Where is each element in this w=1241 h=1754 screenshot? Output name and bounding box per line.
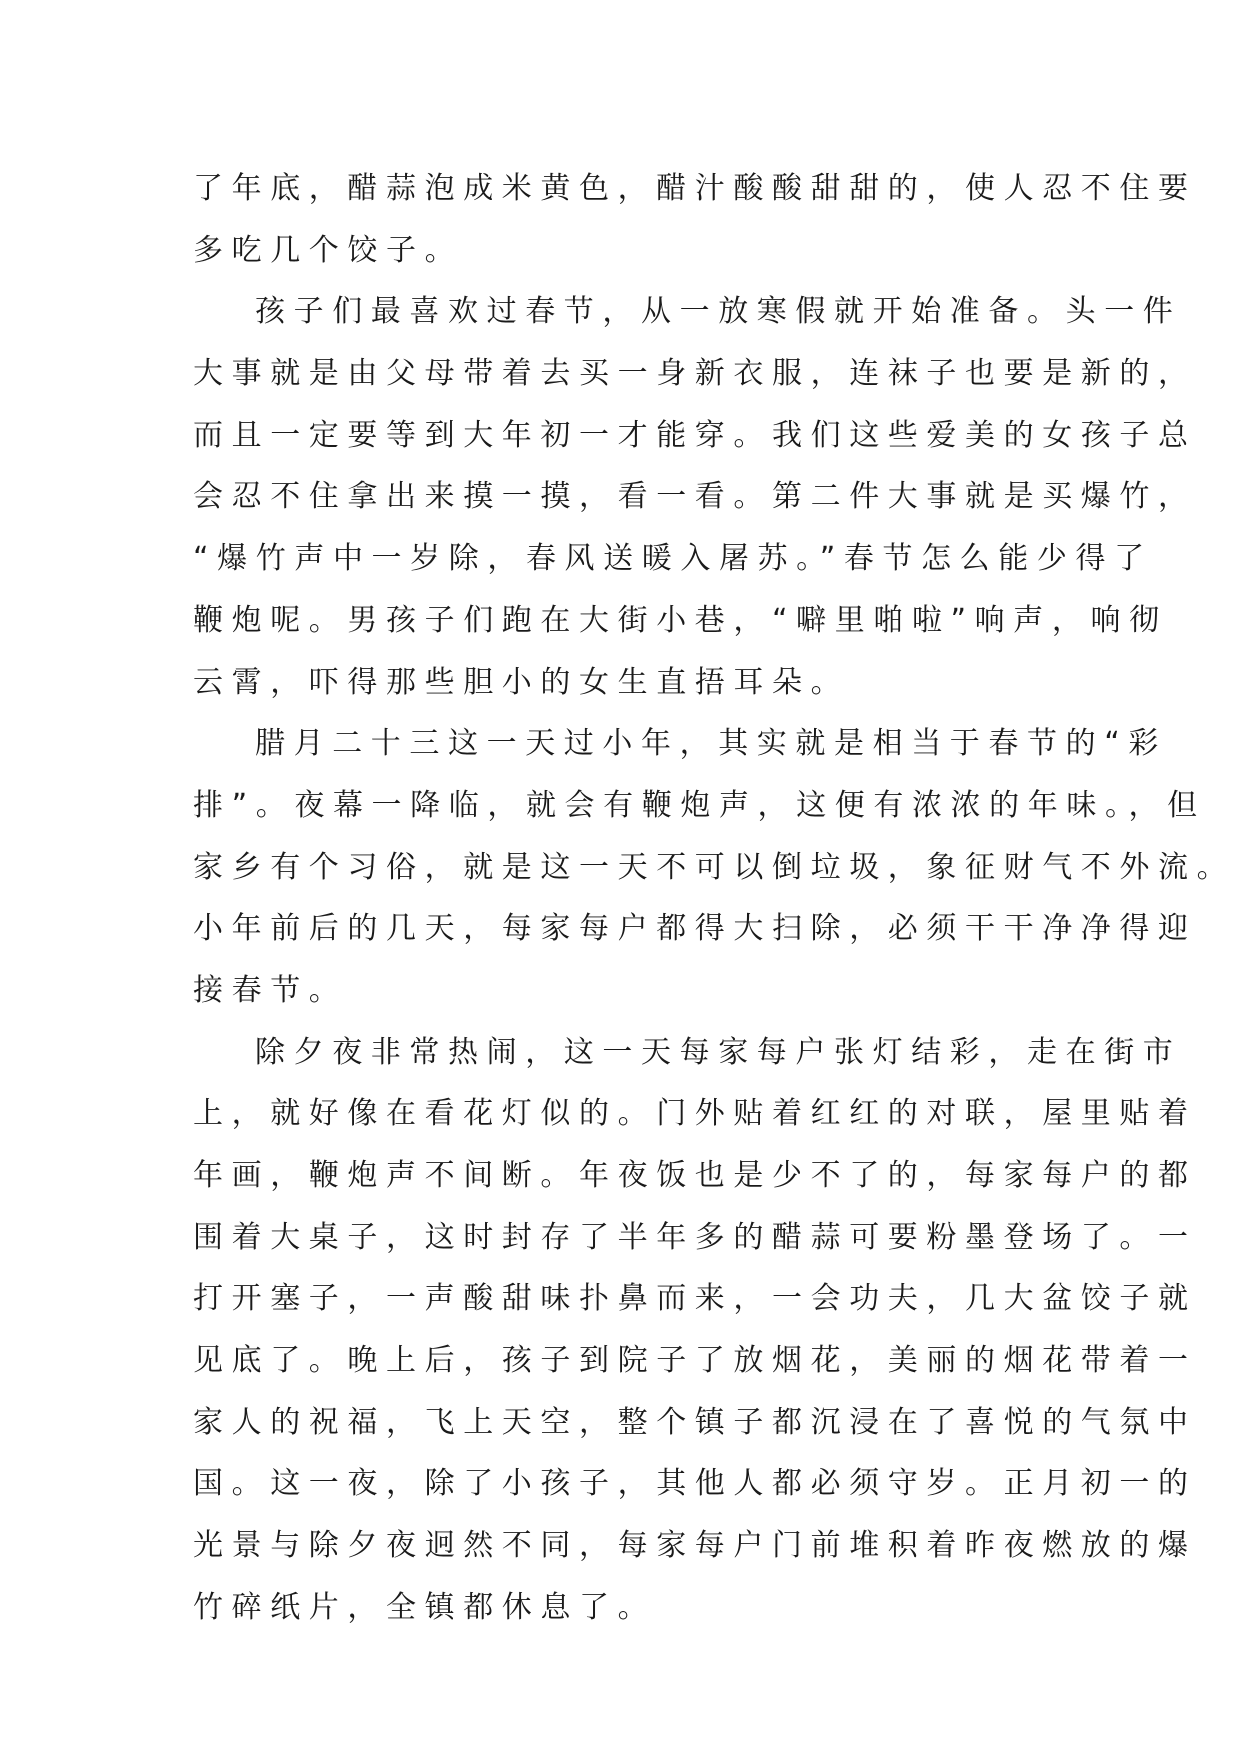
text-line: 鞭炮呢。男孩子们跑在大街小巷，“噼里啪啦”响声，响彻 [193, 602, 1168, 638]
text-line: “爆竹声中一岁除，春风送暖入屠苏。”春节怎么能少得了 [193, 541, 1153, 577]
text-line: 排”。夜幕一降临，就会有鞭炮声，这便有浓浓的年味。，但 [193, 787, 1206, 823]
text-line: 家人的祝福，飞上天空，整个镇子都沉浸在了喜悦的气氛中 [193, 1404, 1197, 1440]
text-line: 围着大桌子，这时封存了半年多的醋蒜可要粉墨登场了。一 [193, 1219, 1197, 1255]
text-line: 多吃几个饺子。 [193, 232, 464, 268]
text-line: 小年前后的几天，每家每户都得大扫除，必须干干净净得迎 [193, 911, 1197, 947]
text-line: 打开塞子，一声酸甜味扑鼻而来，一会功夫，几大盆饺子就 [193, 1281, 1197, 1317]
text-line: 而且一定要等到大年初一才能穿。我们这些爱美的女孩子总 [193, 417, 1197, 453]
text-line: 光景与除夕夜迥然不同，每家每户门前堆积着昨夜燃放的爆 [193, 1528, 1197, 1564]
text-line: 竹碎纸片，全镇都休息了。 [193, 1589, 657, 1625]
paragraph-start-line: 除夕夜非常热闹，这一天每家每户张灯结彩，走在街市 [255, 1034, 1182, 1070]
essay-body [193, 158, 1236, 1639]
text-line: 了年底，醋蒜泡成米黄色，醋汁酸酸甜甜的，使人忍不住要 [193, 171, 1197, 206]
text-line: 接春节。 [193, 972, 348, 1008]
paragraph-start-line: 孩子们最喜欢过春节，从一放寒假就开始准备。头一件 [255, 294, 1182, 330]
text-line: 家乡有个习俗，就是这一天不可以倒垃圾，象征财气不外流。 [193, 849, 1236, 885]
text-line: 云霄，吓得那些胆小的女生直捂耳朵。 [193, 664, 850, 700]
text-line: 年画，鞭炮声不间断。年夜饭也是少不了的，每家每户的都 [193, 1158, 1197, 1193]
text-line: 大事就是由父母带着去买一身新衣服，连袜子也要是新的， [193, 356, 1197, 392]
text-line: 会忍不住拿出来摸一摸，看一看。第二件大事就是买爆竹， [193, 479, 1197, 515]
paragraph-start-line: 腊月二十三这一天过小年，其实就是相当于春节的“彩 [255, 726, 1167, 762]
text-line: 国。这一夜，除了小孩子，其他人都必须守岁。正月初一的 [193, 1466, 1197, 1502]
text-line: 见底了。晚上后，孩子到院子了放烟花，美丽的烟花带着一 [193, 1343, 1197, 1379]
text-line: 上，就好像在看花灯似的。门外贴着红红的对联，屋里贴着 [193, 1096, 1197, 1132]
